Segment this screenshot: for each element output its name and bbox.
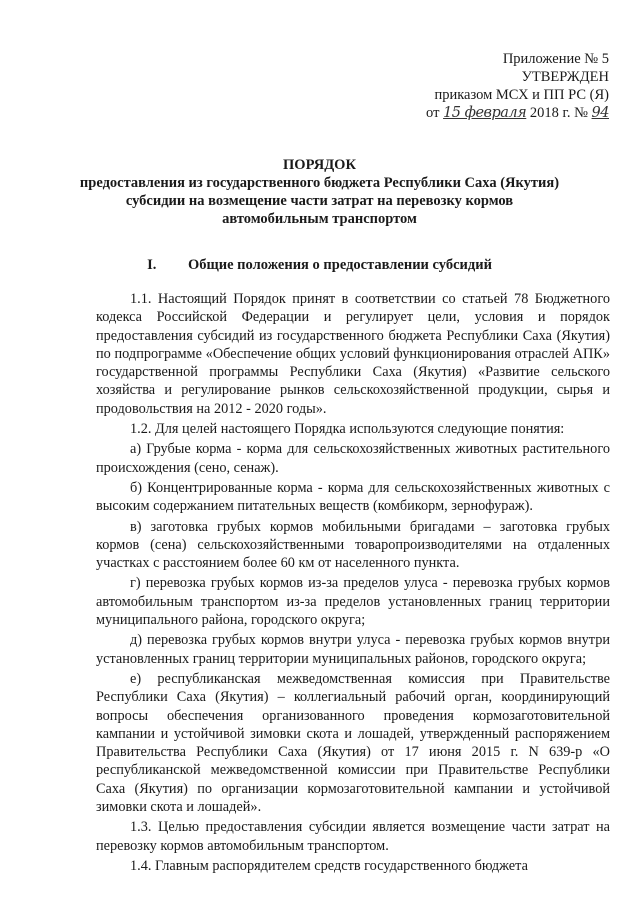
- date-prefix: от: [426, 105, 440, 121]
- paragraph-1-3: 1.3. Целью предоставления субсидии является возмещение части затрат на перевозку кормов автомобильным транспортом.: [96, 819, 610, 854]
- document-body: [96, 290, 610, 877]
- title-line-4: автомобильным транспортом: [222, 211, 417, 227]
- paragraph-1-2: 1.2. Для целей настоящего Порядка используются следующие понятия:: [130, 421, 565, 438]
- paragraph-b: б) Концентрированные корма - корма для сельскохозяйственных животных с высоким содержанием питательных веществ (комбикорм, зернофураж).: [96, 479, 610, 515]
- handwritten-date: 15 февраля: [443, 105, 527, 121]
- title-line-1: ПОРЯДОК: [283, 157, 356, 173]
- title-line-3: субсидии на возмещение части затрат на перевозку кормов: [125, 193, 514, 209]
- approval-block: [349, 50, 609, 122]
- date-year: 2018 г. №: [529, 105, 588, 121]
- document-title: [0, 156, 639, 228]
- approved-label: УТВЕРЖДЕН: [521, 69, 609, 85]
- paragraph-d: д) перевозка грубых кормов внутри улуса - перевозка грубых кормов внутри установленных границ территории муниципальных районов, городского округа;: [96, 632, 610, 667]
- paragraph-v: в) заготовка грубых кормов мобильными бригадами – заготовка грубых кормов (сена) сельскохозяйственными товаропроизводителями на отдаленных участках с расстоянием более 60 км от населенного пункта.: [96, 518, 610, 572]
- section-heading: [0, 257, 639, 274]
- paragraph-1-1: 1.1. Настоящий Порядок принят в соответствии со статьей 78 Бюджетного кодекса Российской Федерации и регулирует цели, условия и порядок предоставления субсидий из государственного бюджета Республики Саха (Якутия) по подпрограмме «Обеспечение общих условий функционирования отраслей АПК» государственной программы Республики Саха (Якутия) «Развитие сельского хозяйства и регулирование рынков сельскохозяйственной продукции, сырья и продовольствия на 2012 - 2020 годы».: [96, 291, 610, 417]
- appendix-label: Приложение № 5: [502, 51, 609, 67]
- paragraph-a: а) Грубые корма - корма для сельскохозяйственных животных растительного происхождения (сено, сенаж).: [96, 441, 610, 476]
- section-title: Общие положения о предоставлении субсидий: [187, 257, 492, 273]
- order-label: приказом МСХ и ПП РС (Я): [434, 87, 609, 103]
- order-date: [349, 104, 609, 122]
- paragraph-g: г) перевозка грубых кормов из-за пределов улуса - перевозка грубых кормов автомобильным транспортом из-за пределов установленных границ территории муниципального района, городского округа;: [96, 575, 610, 629]
- paragraph-e: е) республиканская межведомственная комиссия при Правительстве Республики Саха (Якутия) – коллегиальный рабочий орган, координирующий вопросы обеспечения организованного проведения кормозаготовительной кампании и устойчивой зимовки скота и лошадей, утвержденный распоряжением Правительства Республики Саха (Якутия) от 17 июня 2015 г. N 639-р «О республиканской межведомственной комиссии при Правительстве Республики Саха (Якутия) по организации кормозаготовительной кампании и устойчивой зимовки скота и лошадей».: [96, 670, 610, 816]
- section-number: I.: [147, 257, 157, 273]
- paragraph-1-4: 1.4. Главным распорядителем средств государственного бюджета: [130, 857, 528, 874]
- handwritten-number: 94: [591, 105, 609, 121]
- title-line-2: предоставления из государственного бюджета Республики Саха (Якутия): [79, 175, 560, 191]
